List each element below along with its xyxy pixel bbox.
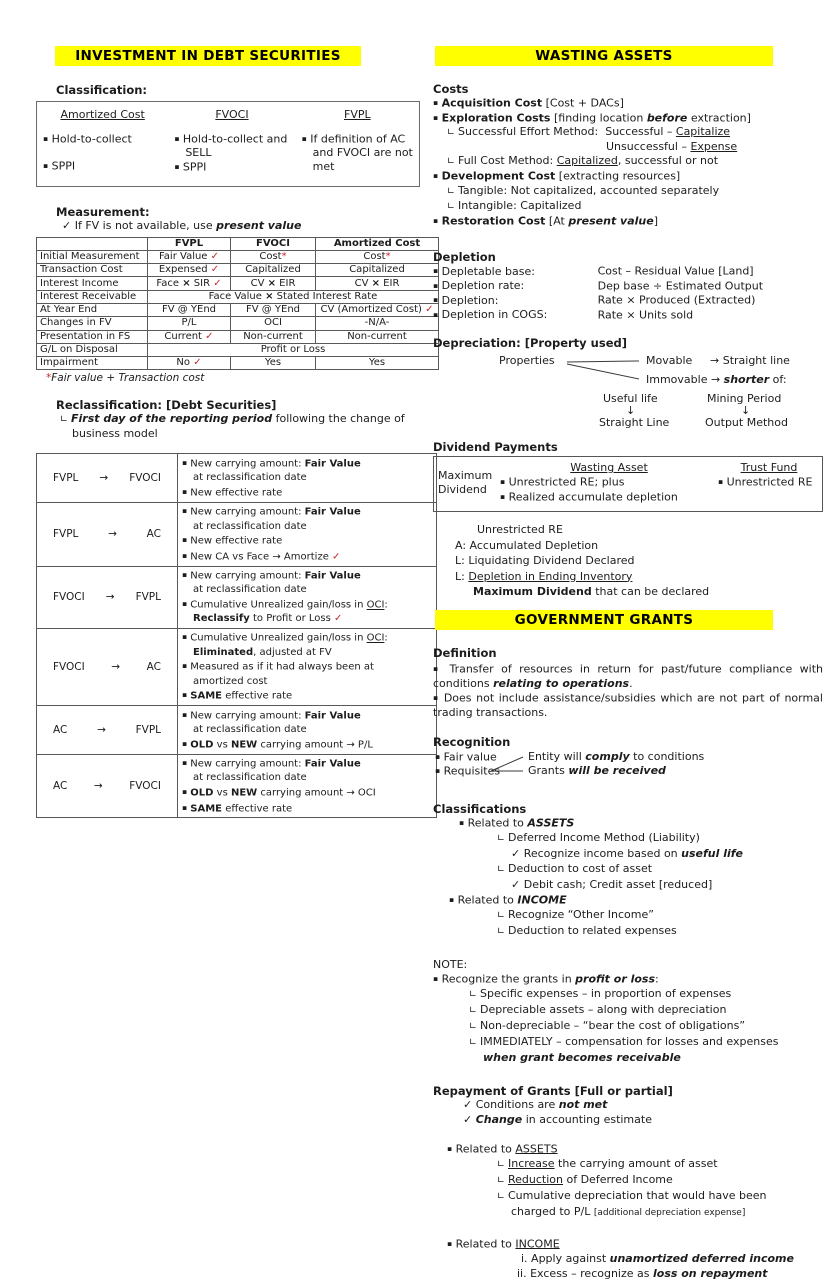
- right-column: [433, 46, 827, 1282]
- text-line: ▪ Realized accumulate depletion: [500, 490, 678, 503]
- text-line: ∟ Tangible: Not capitalized, accounted separately: [447, 183, 720, 197]
- wasting-asset-column: [500, 461, 718, 504]
- text-line: Eliminated, adjusted at FV: [193, 646, 332, 658]
- text-line: ∟ Increase the carrying amount of asset: [497, 1156, 718, 1170]
- text-line: ▪ Unrestricted RE; plus: [500, 475, 625, 489]
- text-line: ▪ Related to ASSETS: [447, 1142, 558, 1155]
- diagram-result-straight-line-method: Straight Line: [599, 416, 670, 429]
- text-line: L: Depletion in Ending Inventory: [455, 569, 633, 583]
- table-cell: [178, 502, 437, 566]
- table-cell: [178, 454, 437, 502]
- table-cell: Changes in FV: [37, 317, 148, 330]
- table-cell: CV × EIR: [231, 277, 316, 290]
- table-cell: OCI: [231, 317, 316, 330]
- text-line: ▪ New carrying amount: Fair Value: [182, 457, 361, 470]
- depletion-heading: Depletion: [433, 250, 496, 264]
- table-cell: [178, 754, 437, 818]
- text-line: ▪ Unrestricted RE: [718, 475, 813, 489]
- text-line: ∟ Cumulative depreciation that would have been: [497, 1188, 767, 1202]
- text-line: ∟ IMMEDIATELY – compensation for losses and expenses: [469, 1034, 779, 1048]
- table-cell: Initial Measurement: [37, 250, 148, 263]
- text-line: ∟ Specific expenses – in proportion of expenses: [469, 987, 732, 1001]
- text-line: when grant becomes receivable: [483, 1050, 681, 1064]
- text-line: ▪ Cumulative Unrealized gain/loss in OCI:: [182, 632, 388, 644]
- table-row: [37, 237, 439, 250]
- table-cell: Face Value × Stated Interest Rate: [148, 290, 439, 303]
- classifications-heading: Classifications: [433, 801, 527, 816]
- text-line: Unrestricted RE: [477, 523, 563, 536]
- table-cell: AC → FVOCI: [37, 754, 178, 818]
- table-cell: FVOCI → AC: [37, 628, 178, 705]
- text-line: at reclassification date: [193, 472, 307, 484]
- table-cell: Capitalized: [316, 264, 439, 277]
- table-cell: [178, 628, 437, 705]
- list-item: ▪ SPPI: [174, 160, 207, 173]
- text-line: ▪ New carrying amount: Fair Value: [182, 570, 361, 582]
- text-line: ▪ New CA vs Face → Amortize ✓: [182, 550, 341, 563]
- table-cell: FVPL → AC: [37, 502, 178, 566]
- table-footnote: *Fair value + Transaction cost: [46, 372, 205, 385]
- table-header-cell: FVOCI: [231, 237, 316, 250]
- text-line: ▪ Depletion: Rate × Produced (Extracted): [433, 293, 756, 307]
- table-cell: Cost*: [316, 250, 439, 263]
- text-line: ✓ Recognize income based on useful life: [511, 846, 743, 860]
- left-column: [36, 46, 434, 818]
- table-cell: AC → FVPL: [37, 706, 178, 754]
- column-header: FVOCI: [215, 108, 249, 121]
- text-line: ▪ Transfer of resources in return for past/future compliance with conditions relating to operations.: [433, 662, 827, 690]
- table-cell: [178, 566, 437, 628]
- text-line: Grants will be received: [528, 763, 666, 777]
- text-line: ▪ Depletion rate: Dep base ÷ Estimated Output: [433, 279, 764, 292]
- list-item: ▪ SPPI: [43, 159, 76, 173]
- text-line: Entity will comply to conditions: [528, 749, 705, 763]
- classifications-list: [433, 816, 823, 940]
- text-line: ▪ New carrying amount: Fair Value: [182, 758, 361, 770]
- text-line: ▪ Restoration Cost [At present value]: [433, 214, 658, 227]
- measurement-heading: Measurement:: [56, 204, 150, 219]
- text-line: ▪ Does not include assistance/subsidies which are not part of normal trading transactions.: [433, 691, 827, 719]
- section-title-investment-debt-securities: INVESTMENT IN DEBT SECURITIES: [55, 46, 361, 66]
- diagram-result-straight-line: → Straight line: [710, 354, 790, 367]
- diagram-result-output-method: Output Method: [705, 416, 788, 429]
- depreciation-diagram: [433, 354, 823, 430]
- note-list: [433, 972, 823, 1066]
- table-cell: Interest Income: [37, 277, 148, 290]
- text-line: ∟ Intangible: Capitalized: [447, 198, 582, 212]
- text-line: ▪ Related to INCOME: [447, 1237, 560, 1251]
- text-line: ✓ Debit cash; Credit asset [reduced]: [511, 877, 713, 891]
- recognition-diagram: [433, 750, 823, 780]
- list-item: ▪ Hold-to-collect and SELL: [174, 132, 288, 159]
- text-line: ▪ New effective rate: [182, 535, 283, 547]
- text-line: ▪ SAME effective rate: [182, 690, 293, 702]
- diagram-node-movable: Movable: [646, 354, 693, 367]
- diagram-option-mining-period: Mining Period: [707, 392, 782, 405]
- text-line: Reclassify to Profit or Loss ✓: [193, 613, 343, 625]
- text-line: at reclassification date: [193, 520, 307, 532]
- classification-column: [37, 108, 168, 174]
- text-line: ▪ Development Cost [extracting resources]: [433, 169, 681, 183]
- definition-paragraphs: [433, 662, 827, 721]
- column-header-wasting-asset: Wasting Asset: [570, 461, 648, 474]
- table-cell: Cost*: [231, 250, 316, 263]
- table-row: [37, 250, 439, 263]
- text-line: ▪ New carrying amount: Fair Value: [182, 506, 361, 518]
- reclassification-table-wrap: [36, 453, 420, 818]
- definition-heading: Definition: [433, 645, 497, 660]
- text-line: at reclassification date: [193, 724, 307, 736]
- table-cell: Face × SIR ✓: [148, 277, 231, 290]
- table-cell: Non-current: [231, 330, 316, 343]
- text-line: Unsuccessful – Expense: [606, 140, 738, 153]
- table-cell: No ✓: [148, 357, 231, 370]
- table-row: [37, 754, 437, 818]
- reclassification-note: [36, 412, 420, 440]
- table-header-cell: [37, 237, 148, 250]
- costs-heading: Costs: [433, 82, 469, 96]
- text-line: at reclassification date: [193, 772, 307, 784]
- text-line: ∟ Non-depreciable – “bear the cost of obligations”: [469, 1018, 746, 1032]
- text-line: business model: [72, 426, 158, 440]
- repayment-conditions: [433, 1098, 823, 1128]
- table-row: [37, 502, 437, 566]
- repayment-related-list: [433, 1142, 823, 1282]
- table-cell: At Year End: [37, 303, 148, 316]
- costs-list: [433, 96, 823, 228]
- text-line: ∟ First day of the reporting period following the change of: [60, 412, 405, 426]
- branch-lines-icon: [565, 355, 643, 383]
- table-cell: Presentation in FS: [37, 330, 148, 343]
- dividend-payments-box: [433, 456, 823, 512]
- column-header: Amortized Cost: [60, 108, 145, 121]
- column-header: FVPL: [344, 108, 371, 121]
- depreciation-heading: Depreciation: [Property used]: [433, 336, 627, 350]
- table-cell: Expensed ✓: [148, 264, 231, 277]
- text-line: A: Accumulated Depletion: [455, 538, 599, 552]
- note-heading: NOTE:: [433, 957, 468, 971]
- maximum-dividend-computation: [433, 522, 823, 600]
- text-line: ▪ Requisites: [435, 764, 501, 778]
- text-line: ▪ Recognize the grants in profit or loss:: [433, 972, 659, 986]
- down-arrow-icon: ↓: [626, 404, 636, 417]
- branch-angle-icon: [489, 754, 525, 774]
- diagram-node-immovable: Immovable → shorter of:: [646, 373, 787, 386]
- table-cell: CV × EIR: [316, 277, 439, 290]
- classification-table: [36, 101, 420, 187]
- table-cell: Capitalized: [231, 264, 316, 277]
- text-line: i. Apply against unamortized deferred income: [521, 1251, 794, 1265]
- column-header-trust-fund: Trust Fund: [740, 461, 798, 474]
- text-line: ▪ OLD vs NEW carrying amount → OCI: [182, 787, 376, 799]
- recognition-right-items: [528, 750, 704, 778]
- reclassification-table: [36, 453, 437, 818]
- table-cell: Impairment: [37, 357, 148, 370]
- text-line: ii. Excess – recognize as loss on repayment: [517, 1266, 768, 1280]
- table-row: [37, 706, 437, 754]
- classification-column: [296, 108, 419, 174]
- table-cell: Transaction Cost: [37, 264, 148, 277]
- table-row: [37, 628, 437, 705]
- recognition-heading: Recognition: [433, 734, 511, 749]
- table-cell: P/L: [148, 317, 231, 330]
- text-line: amortized cost: [193, 675, 268, 687]
- text-line: ▪ Depletable base: Cost – Residual Value [Land]: [433, 264, 754, 278]
- down-arrow-icon: ↓: [741, 404, 751, 417]
- measurement-note: [36, 219, 420, 233]
- text-line: ∟ Recognize “Other Income”: [497, 907, 654, 921]
- table-row: [37, 264, 439, 277]
- table-cell: -N/A-: [316, 317, 439, 330]
- diagram-option-useful-life: Useful life: [603, 392, 658, 405]
- table-cell: Profit or Loss: [148, 343, 439, 356]
- text-line: ▪ Related to INCOME: [449, 893, 567, 907]
- table-cell: FVPL → FVOCI: [37, 454, 178, 502]
- text-line: ✓ If FV is not available, use present value: [62, 218, 302, 232]
- table-row: [37, 566, 437, 628]
- table-cell: Yes: [316, 357, 439, 370]
- table-cell: [178, 706, 437, 754]
- section-title-government-grants: GOVERNMENT GRANTS: [435, 610, 773, 630]
- text-line: ▪ Acquisition Cost [Cost + DACs]: [433, 96, 624, 110]
- text-line: ∟ Deduction to related expenses: [497, 923, 677, 937]
- text-line: ✓ Conditions are not met: [463, 1097, 608, 1111]
- table-cell: CV (Amortized Cost) ✓: [316, 303, 439, 316]
- text-line: charged to P/L [additional depreciation expense]: [511, 1204, 746, 1218]
- table-header-cell: Amortized Cost: [316, 237, 439, 250]
- text-line: ▪ SAME effective rate: [182, 802, 293, 814]
- text-line: ▪ Measured as if it had always been at: [182, 661, 374, 673]
- table-cell: Current ✓: [148, 330, 231, 343]
- repayment-heading: Repayment of Grants [Full or partial]: [433, 1083, 673, 1098]
- classification-column: [168, 108, 295, 174]
- text-line: ✓ Change in accounting estimate: [463, 1112, 652, 1126]
- text-line: ▪ Cumulative Unrealized gain/loss in OCI:: [182, 599, 388, 611]
- text-line: ∟ Depreciable assets – along with depreciation: [469, 1003, 727, 1017]
- text-line: ▪ New effective rate: [182, 487, 283, 499]
- table-cell: FVOCI → FVPL: [37, 566, 178, 628]
- classification-heading: Classification:: [56, 83, 148, 97]
- text-line: ∟ Deferred Income Method (Liability): [497, 830, 700, 844]
- table-cell: FV @ YEnd: [231, 303, 316, 316]
- text-line: Maximum Dividend that can be declared: [473, 585, 710, 598]
- table-header-cell: FVPL: [148, 237, 231, 250]
- depletion-list: [433, 264, 823, 322]
- table-cell: G/L on Disposal: [37, 343, 148, 356]
- table-row: [37, 277, 439, 290]
- table-row: [37, 330, 439, 343]
- text-line: ▪ OLD vs NEW carrying amount → P/L: [182, 738, 373, 751]
- trust-fund-column: [718, 461, 820, 504]
- table-row: [37, 317, 439, 330]
- table-row: [37, 357, 439, 370]
- text-line: ∟ Full Cost Method: Capitalized, successful or not: [447, 154, 719, 167]
- measurement-table-wrap: [36, 237, 434, 371]
- section-title-wasting-assets: WASTING ASSETS: [435, 46, 773, 66]
- table-row: [37, 290, 439, 303]
- table-cell: FV @ YEnd: [148, 303, 231, 316]
- table-cell: Non-current: [316, 330, 439, 343]
- table-cell: Fair Value ✓: [148, 250, 231, 263]
- table-row: [37, 454, 437, 502]
- text-line: ▪ Fair value: [435, 750, 497, 763]
- dividend-payments-heading: Dividend Payments: [433, 440, 558, 454]
- text-line: ▪ Exploration Costs [finding location before extraction]: [433, 111, 751, 124]
- row-label-maximum-dividend: Maximum Dividend: [438, 469, 493, 496]
- reclassification-heading: Reclassification: [Debt Securities]: [56, 398, 277, 413]
- measurement-table: [36, 237, 439, 371]
- text-line: ▪ Related to ASSETS: [459, 816, 575, 829]
- table-row: [37, 343, 439, 356]
- text-line: at reclassification date: [193, 584, 307, 596]
- table-cell: Yes: [231, 357, 316, 370]
- table-row: [37, 303, 439, 316]
- list-item: ▪ If definition of AC and FVOCI are not met: [301, 132, 413, 173]
- text-line: ∟ Reduction of Deferred Income: [497, 1172, 673, 1186]
- text-line: ∟ Successful Effort Method: Successful – Capitalize: [447, 125, 731, 138]
- diagram-node-properties: Properties: [499, 354, 555, 367]
- table-cell: Interest Receivable: [37, 290, 148, 303]
- text-line: L: Liquidating Dividend Declared: [455, 554, 635, 567]
- text-line: ▪ New carrying amount: Fair Value: [182, 709, 361, 722]
- text-line: ∟ Deduction to cost of asset: [497, 861, 653, 875]
- list-item: ▪ Hold-to-collect: [43, 132, 132, 146]
- text-line: ▪ Depletion in COGS: Rate × Units sold: [433, 308, 694, 321]
